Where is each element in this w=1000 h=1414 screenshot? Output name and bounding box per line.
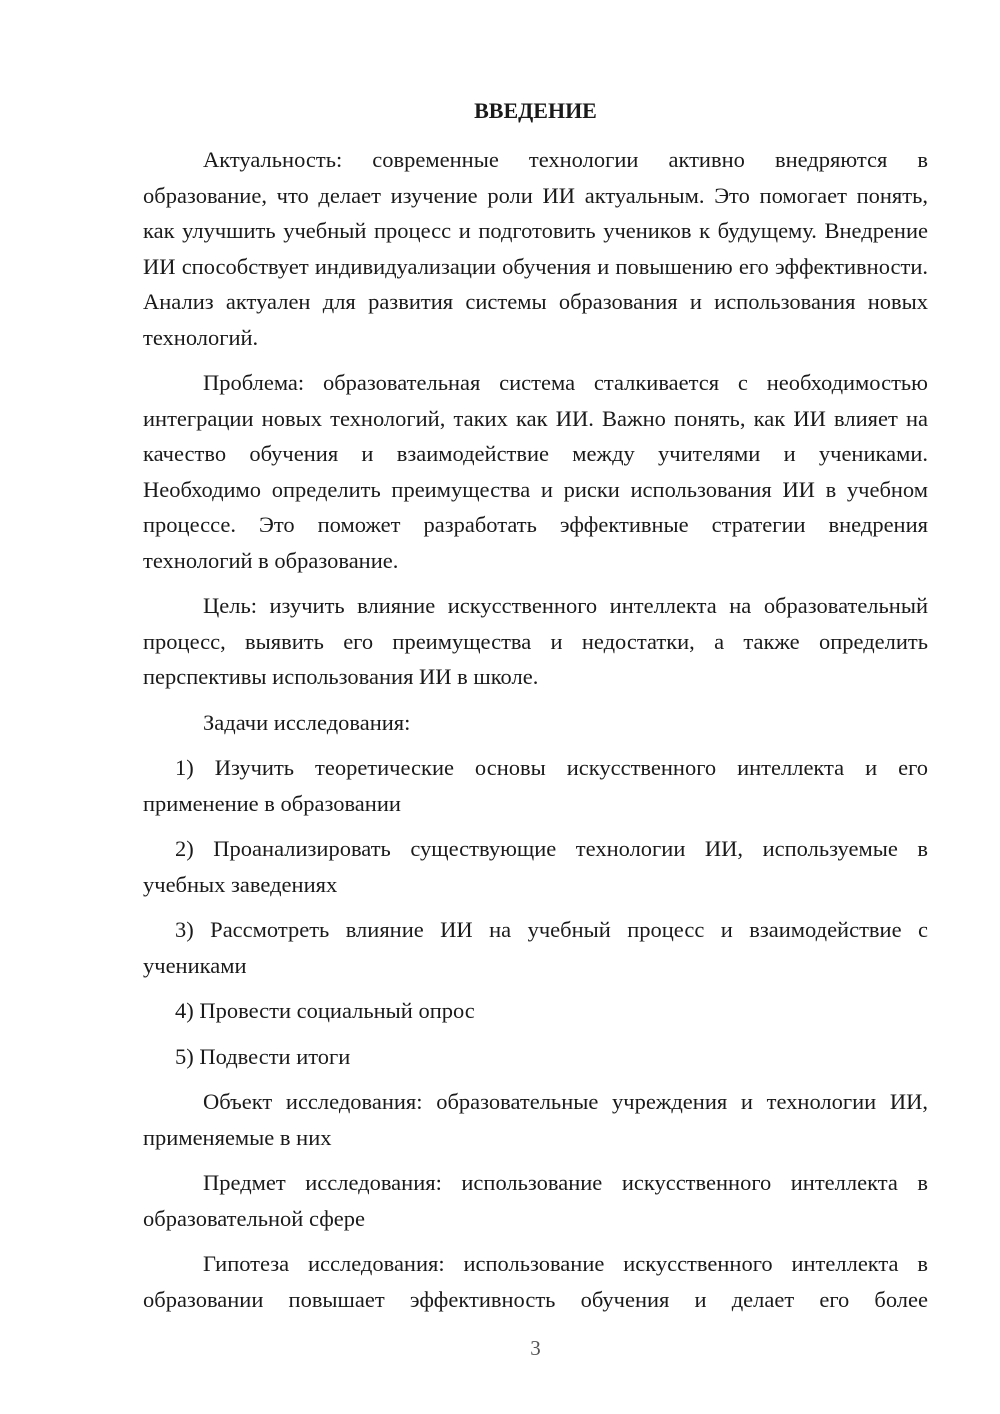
tasks-heading: Задачи исследования: bbox=[203, 709, 411, 735]
object-paragraph: Объект исследования: образовательные учреждения и технологии ИИ, применяемые в них bbox=[143, 1089, 928, 1150]
subject-paragraph: Предмет исследования: использование искусственного интеллекта в образовательной сфере bbox=[143, 1170, 928, 1231]
problem-paragraph: Проблема: образовательная система сталкивается с необходимостью интеграции новых технологий, таких как ИИ. Важно понять, как ИИ влияет на качество обучения и взаимодействие между учителями и учениками. Необходимо определить преимущества и риски использования ИИ в учебном процессе. Это поможет разработать эффективные стратегии внедрения технологий в образование. bbox=[143, 370, 928, 573]
task-item: 1) Изучить теоретические основы искусственного интеллекта и его применение в образовании bbox=[143, 755, 928, 816]
document-body bbox=[143, 142, 928, 1327]
task-item: 4) Провести социальный опрос bbox=[175, 998, 475, 1023]
relevance-paragraph: Актуальность: современные технологии активно внедряются в образование, что делает изучение роли ИИ актуальным. Это помогает понять, как улучшить учебный процесс и подготовить учеников к будущему. Внедрение ИИ способствует индивидуализации обучения и повышению его эффективности. Анализ актуален для развития системы образования и использования новых технологий. bbox=[143, 147, 928, 350]
task-item: 2) Проанализировать существующие технологии ИИ, используемые в учебных заведениях bbox=[143, 836, 928, 897]
task-item: 3) Рассмотреть влияние ИИ на учебный процесс и взаимодействие с учениками bbox=[143, 917, 928, 978]
page-number: 3 bbox=[530, 1336, 541, 1360]
page-title: ВВЕДЕНИЕ bbox=[474, 98, 597, 123]
task-item: 5) Подвести итоги bbox=[175, 1043, 351, 1069]
goal-paragraph: Цель: изучить влияние искусственного интеллекта на образовательный процесс, выявить его преимущества и недостатки, а также определить перспективы использования ИИ в школе. bbox=[143, 593, 928, 689]
hypothesis-paragraph: Гипотеза исследования: использование искусственного интеллекта в образовании повышает эффективность обучения и делает его более bbox=[143, 1251, 928, 1312]
